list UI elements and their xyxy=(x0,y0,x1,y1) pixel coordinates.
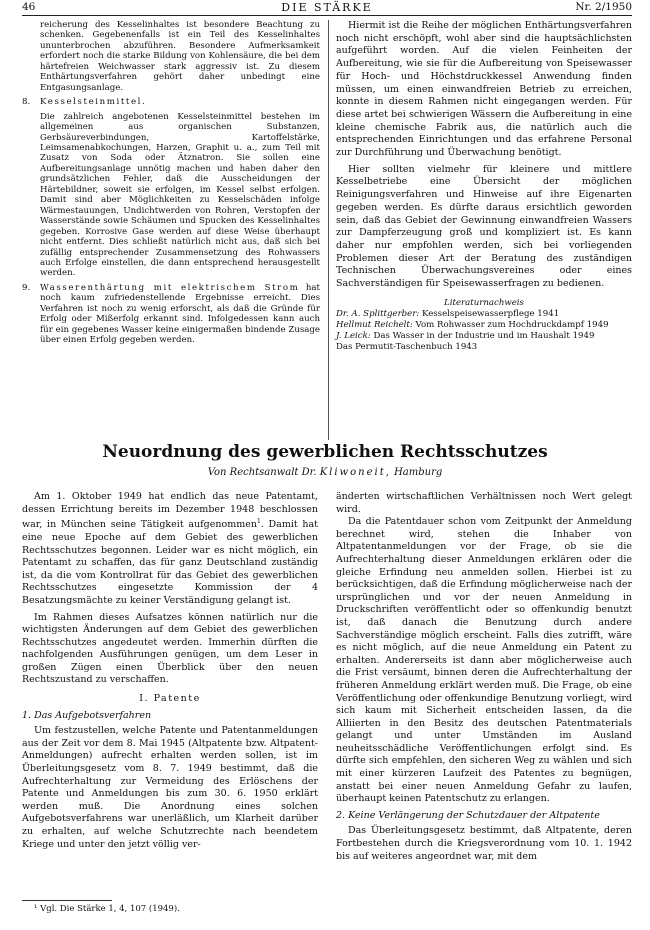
item-number: 8. xyxy=(22,97,31,108)
bottom-left-column xyxy=(22,491,318,851)
section-heading: I. Patente xyxy=(139,693,201,705)
paragraph: Am 1. Oktober 1949 hat endlich das neue Patentamt, dessen Errichtung bereits im Dezember 1948 beschlossen war, in München seine Tätigkeit aufgenommen$^1$. Damit hat eine neue Epoche auf dem Gebiet des gewerblichen Rechtsschutzes begonnen. Leider war es nicht möglich, ein Patentamt zu schaffen, das für ganz Deutschland zuständig ist, da die vom Kontrollrat für das Gebiet des gewerblichen Rechtsschutzes eingesetzte Kommission der 4 Besatzungsmächte zu keiner Verständigung gelangt ist. xyxy=(22,491,318,606)
item-text: hat noch kaum zufriedenstellende Ergebnisse erreicht. Dies Verfahren ist noch zu wenig erforscht, als daß die Gründe für Erfolg oder Mißerfolg erkannt sind. Infolgedessen kann auch für ein gegebenes Wasser keine einigermaßen bindende Zusage über einen Erfolg gegeben werden. xyxy=(40,282,320,346)
page-number: 46 xyxy=(22,1,36,13)
list-item-9 xyxy=(22,283,320,346)
item-number: 9. xyxy=(22,282,31,293)
article-title: Neuordnung des gewerblichen Rechtsschutzes xyxy=(102,442,548,462)
footnote-rule xyxy=(22,900,112,901)
top-right-column xyxy=(336,20,632,353)
paragraph: Um festzustellen, welche Patente und Patentanmeldungen aus der Zeit vor dem 8. Mai 1945 (Altpatente bzw. Altpatent-Anmeldungen) aufrecht erhalten werden sollen, ist im Überleitungsgesetz vom 8. 7. 1949 bestimmt, daß die Aufrechterhaltung zur Vermeidung des Erlöschens der Patente und Anmeldungen bis zum 30. 6. 1950 erklärt werden muß. Die Anordnung eines solchen Aufgebotsverfahrens war unerläßlich, um Klarheit darüber zu erhalten, auf welche Schutzrechte nach beendetem Kriege und unter den jetzt völlig ver- xyxy=(22,725,318,850)
top-left-column xyxy=(22,20,320,346)
subsection-heading: 2. Keine Verlängerung der Schutzdauer der Altpatente xyxy=(336,809,600,821)
footnote-marker: 1 xyxy=(256,518,261,526)
paragraph: Im Rahmen dieses Aufsatzes können natürlich nur die wichtigsten Änderungen auf dem Gebiet des gewerblichen Rechtsschutzes angedeutet werden. Immerhin dürften die nachfolgenden Ausführungen genügen, um dem Leser in großen Zügen einen Überblick über den neuen Rechtszustand zu verschaffen. xyxy=(22,611,318,686)
list-item-8 xyxy=(22,97,320,279)
reference-item: J. Leick: Das Wasser in der Industrie und im Haushalt 1949 xyxy=(336,331,595,342)
item-text: Die zahlreich angebotenen Kesselsteinmittel bestehen im allgemeinen aus organischen Substanzen, Gerbsäureverbindungen, Kartoffelstärke, Leimsamenabkochungen, Harzen, Graphit u. a., zum Teil mit Zusatz von Soda oder Ätznatron. Sie sollen eine Aufbereitungsanlage unnötig machen und haben daher den grundsätzlichen Fehler, daß die Ausscheidungen der Härtebildner, soweit sie erfolgen, im Kessel selbst erfolgen. Damit sind aber Möglichkeiten zu Kesselschäden infolge Wärmestauungen, Undichtwerden von Rohren, Verstopfen der Wasserstände sowie Schäumen und Spucken des Kesselinhaltes gegeben. Korrosive Gase werden auf diese Weise überhaupt nicht entfernt. Dies schließt natürlich nicht aus, daß sich bei zufällig entsprechender Zusammensetzung des Rohwassers auch Erfolge einstellen, die dann entsprechend herausgestellt werden. xyxy=(40,111,320,279)
intro-paragraph: reicherung des Kesselinhaltes ist besondere Beachtung zu schenken. Gegebenenfalls ist ein Teil des Kesselinhaltes ununterbrochen abzuführen. Besondere Aufmerksamkeit erfordert noch die starke Bildung von Kohlensäure, die bei dem härtefreien Weichwasser stark aggressiv ist. Zu diesem Enthärtungsverfahren gehört daher unbedingt eine Entgasungsanlage. xyxy=(40,20,320,93)
reference-item: Hellmut Reichelt: Vom Rohwasser zum Hochdruckdampf 1949 xyxy=(336,320,609,331)
paragraph: Hier sollten vielmehr für kleinere und mittlere Kesselbetriebe eine Übersicht der möglichen Reinigungsverfahren und Hinweise auf ihre Eigenarten gegeben werden. Es dürfte daraus ersichtlich geworden sein, daß das Gebiet der Gewinnung einwandfreien Wassers zur Dampferzeugung groß und kompliziert ist. Es kann daher nur empfohlen werden, sich bei vorliegenden Problemen dieser Art der Beratung des zuständigen Technischen Überwachungsvereines oder eines Sachverständigen für Speisewasserfragen zu bedienen. xyxy=(336,163,632,290)
item-heading: Kesselsteinmittel. xyxy=(40,97,147,108)
reference-item: Das Permutit-Taschenbuch 1943 xyxy=(336,342,478,353)
column-divider xyxy=(328,20,329,440)
issue-number: Nr. 2/1950 xyxy=(575,1,632,13)
paragraph: Da die Patentdauer schon vom Zeitpunkt der Anmeldung berechnet wird, stehen die Inhaber von Altpatentanmeldungen vor der Frage, ob sie die Aufrechterhaltung dieser Anmeldungen erklären oder die gleiche Erfindung neu anmelden sollen. Hierbei ist zu berücksichtigen, daß die Erfindung möglicherweise nach der ursprünglichen und vor der neuen Anmeldung in Druckschriften veröffentlicht oder so offenkundig benutzt ist, daß danach die Benutzung durch andere Sachverständige möglich erscheint. Falls dies zutrifft, wäre es nicht möglich, auf die neue Anmeldung ein Patent zu erhalten. Andererseits ist dann aber möglicherweise auch die Frist versäumt, binnen deren die Aufrechterhaltung der früheren Anmeldung erklärt werden muß. Die Frage, ob eine Veröffentlichung oder offenkundige Benutzung vorliegt, wird sich kaum mit Sicherheit entscheiden lassen, da die Alliierten in den Besitz des deutschen Patentmaterials gelangt und unter Umständen im Ausland neuheitsschädliche Veröffentlichungen erfolgt sind. Es dürfte sich empfehlen, den sicheren Weg zu wählen und sich mit einer kürzeren Laufzeit des Patentes zu begnügen, anstatt bei einer neuen Anmeldung Gefahr zu laufen, überhaupt keinen Patentschutz zu erlangen. xyxy=(336,516,632,805)
item-heading: Wasserenthärtung mit elektrischem Strom xyxy=(40,282,300,293)
bottom-right-column xyxy=(336,491,632,863)
subsection-heading: 1. Das Aufgebotsverfahren xyxy=(22,709,152,721)
paragraph: Hiermit ist die Reihe der möglichen Enthärtungsverfahren noch nicht erschöpft, wohl aber sind die hauptsächlichsten aufgeführt worden. Auf die vielen Feinheiten der Aufbereitung, wie sie für die Aufbereitung von Speisewasser für Hoch- und Höchstdruckkessel Anwendung finden müssen, um einen einwandfreien Betrieb zu erreichen, konnte in diesem Rahmen nicht eingegangen werden. Für diese artet bei schwierigen Wässern die Aufbereitung in eine kleine chemische Fabrik aus, die natürlich auch die entsprechenden Einrichtungen und das erfahrene Personal zur Durchführung und Überwachung benötigt. xyxy=(336,20,632,159)
journal-title: DIE STÄRKE xyxy=(281,1,373,14)
header-rule xyxy=(22,15,632,16)
footnote: ¹ Vgl. Die Stärke 1, 4, 107 (1949). xyxy=(34,904,180,914)
paragraph: Das Überleitungsgesetz bestimmt, daß Altpatente, deren Fortbestehen durch die Kriegsverordnung vom 10. 1. 1942 bis auf weiteres angeordnet war, mit dem xyxy=(336,825,632,862)
running-header xyxy=(22,0,632,16)
byline: Von Rechtsanwalt Dr. Kliwoneit, Hamburg xyxy=(207,467,443,478)
references-heading: Literaturnachweis xyxy=(444,297,524,308)
references-list xyxy=(336,309,632,353)
reference-item: Dr. A. Splittgerber: Kesselspeisewasserpflege 1941 xyxy=(336,309,560,320)
paragraph: änderten wirtschaftlichen Verhältnissen noch Wert gelegt wird. xyxy=(336,491,632,515)
